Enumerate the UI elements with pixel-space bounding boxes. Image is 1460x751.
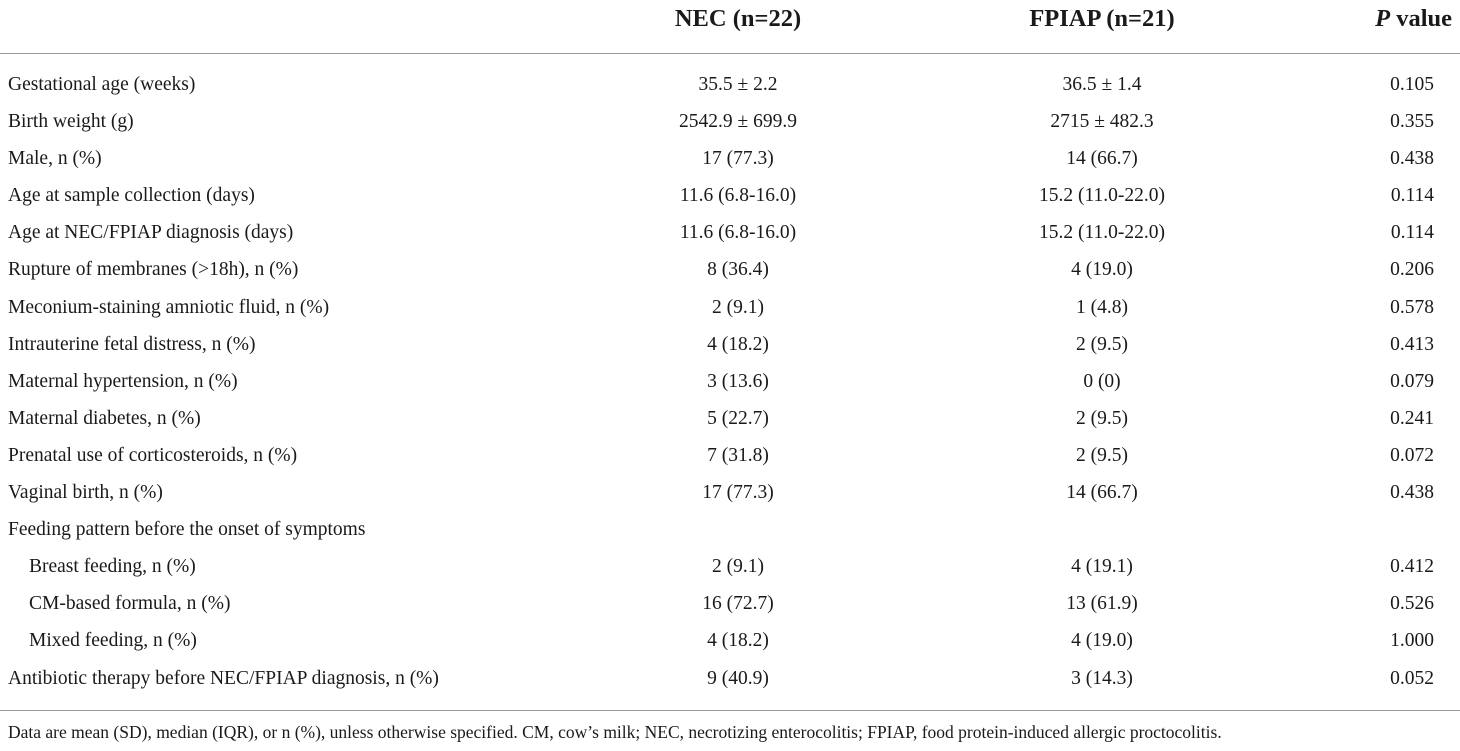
row-nec-value: 5 (22.7) xyxy=(707,407,769,429)
row-fpiap-value: 2 (9.5) xyxy=(1076,333,1128,355)
table-row xyxy=(0,289,1460,326)
row-p-value: 0.413 xyxy=(1390,333,1434,355)
row-label: Male, n (%) xyxy=(8,148,102,170)
row-fpiap-value: 13 (61.9) xyxy=(1066,593,1138,615)
row-p-value: 0.079 xyxy=(1390,370,1434,392)
row-fpiap-value: 2715 ± 482.3 xyxy=(1050,111,1154,133)
row-label: CM-based formula, n (%) xyxy=(29,593,231,615)
row-nec-value: 7 (31.8) xyxy=(707,444,769,466)
row-label: Age at sample collection (days) xyxy=(8,185,255,207)
row-p-value: 0.526 xyxy=(1390,593,1434,615)
table-row xyxy=(0,214,1460,251)
table-row xyxy=(0,585,1460,622)
row-nec-value: 3 (13.6) xyxy=(707,370,769,392)
row-label: Antibiotic therapy before NEC/FPIAP diagnosis, n (%) xyxy=(8,667,439,689)
clinical-characteristics-table xyxy=(0,0,1460,54)
row-fpiap-value: 2 (9.5) xyxy=(1076,444,1128,466)
row-p-value: 0.438 xyxy=(1390,148,1434,170)
row-label: Vaginal birth, n (%) xyxy=(8,482,163,504)
row-fpiap-value: 15.2 (11.0-22.0) xyxy=(1038,222,1165,244)
header-p-rest: value xyxy=(1390,5,1452,32)
row-label: Maternal hypertension, n (%) xyxy=(8,370,238,392)
header-fpiap: FPIAP (n=21) xyxy=(1029,5,1175,32)
row-fpiap-value: 0 (0) xyxy=(1083,370,1121,392)
table-row xyxy=(0,622,1460,659)
row-fpiap-value: 15.2 (11.0-22.0) xyxy=(1038,185,1165,207)
table-row xyxy=(0,103,1460,140)
row-label: Intrauterine fetal distress, n (%) xyxy=(8,333,256,355)
row-p-value: 0.206 xyxy=(1390,259,1434,281)
table-row xyxy=(0,400,1460,437)
table-row xyxy=(0,66,1460,103)
row-fpiap-value: 14 (66.7) xyxy=(1066,482,1138,504)
table-row xyxy=(0,511,1460,548)
row-label: Maternal diabetes, n (%) xyxy=(8,407,201,429)
row-p-value: 0.114 xyxy=(1390,185,1434,207)
row-label: Gestational age (weeks) xyxy=(8,74,196,95)
row-label: Feeding pattern before the onset of symptoms xyxy=(8,519,366,541)
row-p-value: 0.072 xyxy=(1390,444,1434,466)
row-p-value: 0.355 xyxy=(1390,111,1434,133)
row-fpiap-value: 4 (19.0) xyxy=(1071,630,1133,652)
row-p-value: 0.114 xyxy=(1390,222,1434,244)
table-row xyxy=(0,660,1460,697)
table-bottom-rule xyxy=(0,710,1460,711)
row-nec-value: 8 (36.4) xyxy=(707,259,769,281)
table-row xyxy=(0,437,1460,474)
row-label: Prenatal use of corticosteroids, n (%) xyxy=(8,444,298,466)
row-fpiap-value: 1 (4.8) xyxy=(1076,296,1128,318)
table-header-row xyxy=(0,0,1460,54)
header-nec: NEC (n=22) xyxy=(674,5,802,32)
row-label: Mixed feeding, n (%) xyxy=(29,630,197,652)
row-p-value: 0.052 xyxy=(1390,667,1434,689)
header-p-value xyxy=(1375,4,1452,34)
row-p-value: 0.105 xyxy=(1390,74,1434,95)
row-fpiap-value: 3 (14.3) xyxy=(1071,667,1133,689)
row-p-value: 1.000 xyxy=(1390,630,1434,652)
row-nec-value: 17 (77.3) xyxy=(702,482,774,504)
row-nec-value: 11.6 (6.8-16.0) xyxy=(679,222,797,244)
table-row xyxy=(0,363,1460,400)
table-row xyxy=(0,326,1460,363)
table-row xyxy=(0,548,1460,585)
row-label: Meconium-staining amniotic fluid, n (%) xyxy=(8,296,330,318)
header-p-italic: P xyxy=(1375,5,1391,32)
row-fpiap-value: 36.5 ± 1.4 xyxy=(1062,74,1142,95)
table-row xyxy=(0,177,1460,214)
table-row xyxy=(0,251,1460,288)
row-nec-value: 11.6 (6.8-16.0) xyxy=(679,185,797,207)
row-nec-value: 2542.9 ± 699.9 xyxy=(679,111,797,133)
table-row xyxy=(0,140,1460,177)
row-label: Breast feeding, n (%) xyxy=(29,556,196,578)
row-fpiap-value: 2 (9.5) xyxy=(1076,407,1128,429)
row-nec-value: 17 (77.3) xyxy=(702,148,774,170)
row-nec-value: 4 (18.2) xyxy=(707,630,769,652)
row-nec-value: 16 (72.7) xyxy=(702,593,774,615)
row-fpiap-value: 4 (19.0) xyxy=(1071,259,1133,281)
row-nec-value: 4 (18.2) xyxy=(707,333,769,355)
row-nec-value: 35.5 ± 2.2 xyxy=(698,74,778,95)
table-row xyxy=(0,474,1460,511)
row-nec-value: 9 (40.9) xyxy=(707,667,769,689)
row-label: Rupture of membranes (>18h), n (%) xyxy=(8,259,299,281)
table-body xyxy=(0,66,1460,697)
row-fpiap-value: 4 (19.1) xyxy=(1071,556,1133,578)
row-nec-value: 2 (9.1) xyxy=(712,296,764,318)
row-p-value: 0.412 xyxy=(1390,556,1434,578)
row-fpiap-value: 14 (66.7) xyxy=(1066,148,1138,170)
row-label: Age at NEC/FPIAP diagnosis (days) xyxy=(8,222,294,244)
row-p-value: 0.241 xyxy=(1390,407,1434,429)
row-p-value: 0.578 xyxy=(1390,296,1434,318)
row-nec-value: 2 (9.1) xyxy=(712,556,764,578)
row-label: Birth weight (g) xyxy=(8,111,134,133)
table-footnote: Data are mean (SD), median (IQR), or n (%), unless otherwise specified. CM, cow’s milk; NEC, necrotizing enterocolitis; FPIAP, food protein-induced allergic proctocolitis. xyxy=(8,722,1222,742)
row-p-value: 0.438 xyxy=(1390,482,1434,504)
